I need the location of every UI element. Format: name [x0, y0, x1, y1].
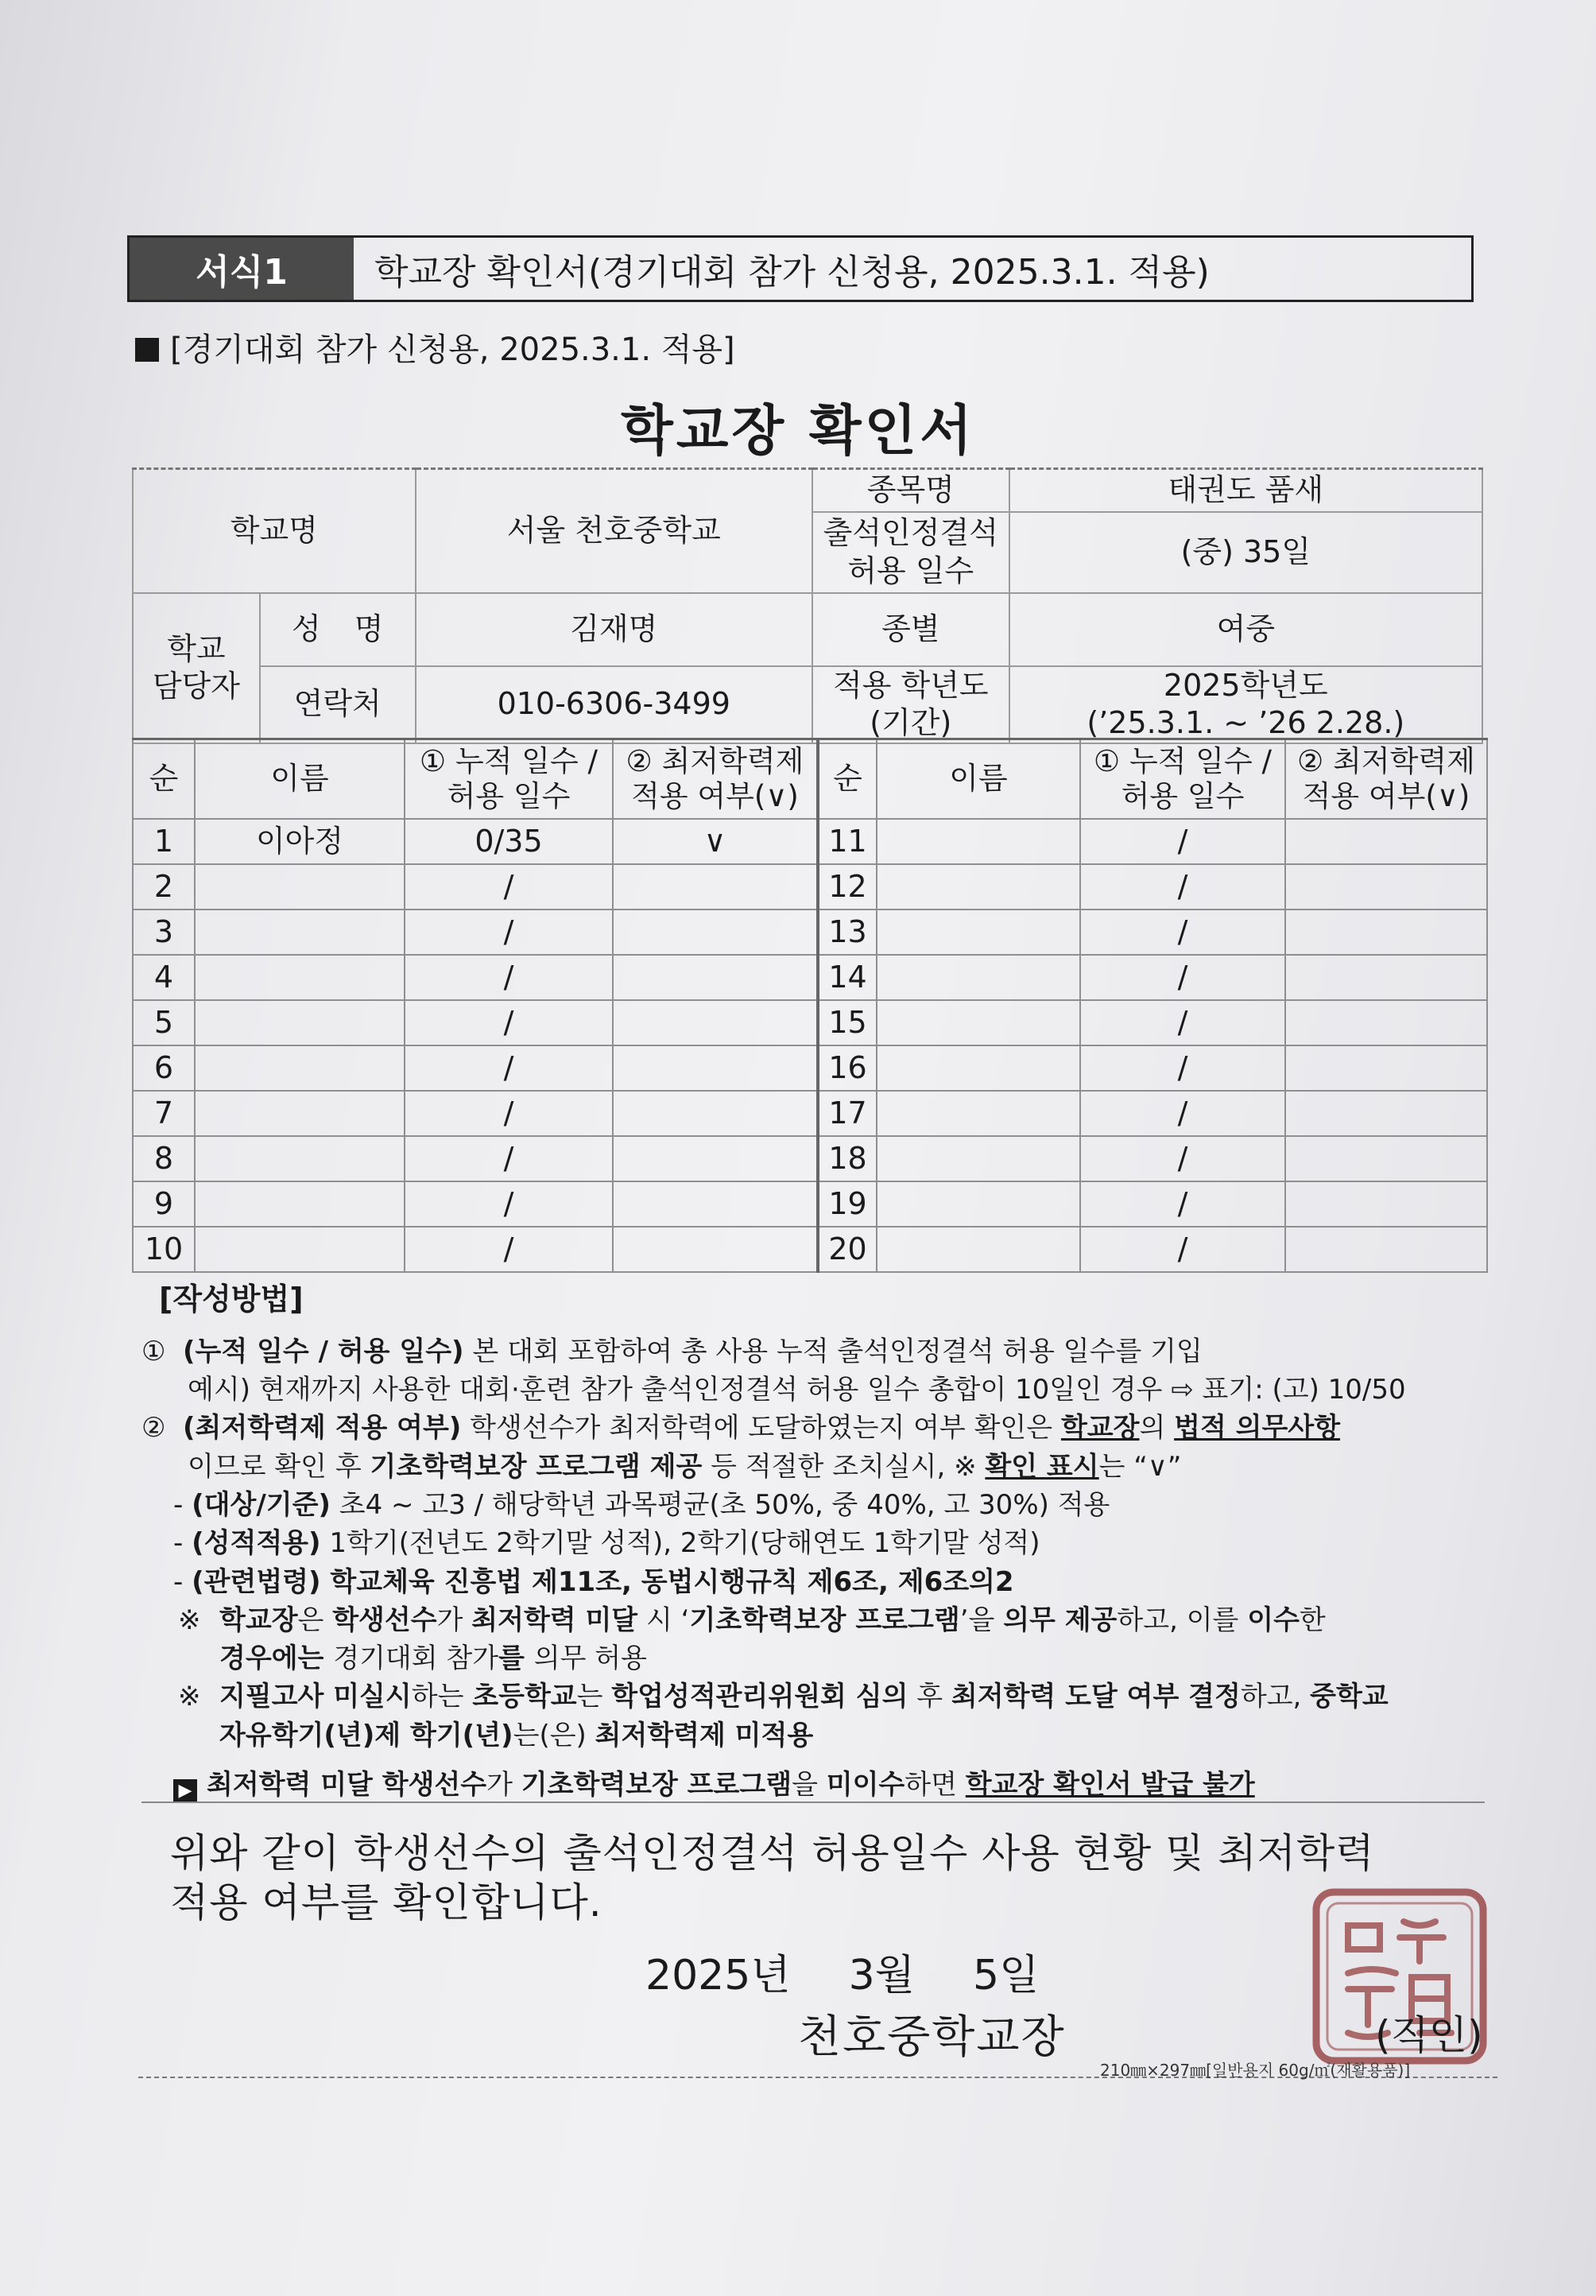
criteria-law: - (관련법령) 학교체육 진흥법 제11조, 동법시행규칙 제6조, 제6조의2 — [173, 1565, 1014, 1598]
min-standard-check — [1285, 1136, 1487, 1181]
min-standard-check — [613, 1045, 818, 1091]
student-name — [877, 1000, 1080, 1045]
absence-days: / — [1080, 909, 1285, 955]
absence-days: / — [1080, 1136, 1285, 1181]
subheader-text: [경기대회 참가 신청용, 2025.3.1. 적용] — [170, 332, 735, 368]
student-name — [195, 1136, 405, 1181]
row-number: 16 — [818, 1045, 877, 1091]
absence-days: / — [405, 1091, 613, 1136]
note-2-cont: 자유학기(년)제 학기(년)는(은) 최저학력제 미적용 — [219, 1719, 814, 1751]
row-number: 20 — [818, 1227, 877, 1272]
instruction-2-cont: 이므로 확인 후 기초학력보장 프로그램 제공 등 적절한 조치실시, ※ 확인 표시는 “∨” — [188, 1450, 1182, 1483]
student-name — [877, 1227, 1080, 1272]
min-standard-check — [1285, 1000, 1487, 1045]
paper-spec: 210㎜×297㎜[일반용지 60g/㎡(재활용품)] — [1100, 2061, 1411, 2080]
arrow-box-icon: ▶ — [173, 1779, 197, 1803]
document-title: 학교장 확인서 — [621, 400, 975, 463]
note-1: ※ 학교장은 학생선수가 최저학력 미달 시 ‘기초학력보장 프로그램’을 의무 제공하고, 이를 이수한 — [178, 1604, 1326, 1636]
confirmation-text: 위와 같이 학생선수의 출석인정결석 허용일수 사용 현황 및 최저학력 적용 여부를 확인합니다. — [170, 1830, 1375, 1926]
absence-days: / — [1080, 1045, 1285, 1091]
absence-days: / — [405, 864, 613, 909]
student-name — [877, 1181, 1080, 1227]
student-name — [877, 1136, 1080, 1181]
min-standard-check — [613, 955, 818, 1000]
criteria-grades: - (성적적용) 1학기(전년도 2학기말 성적), 2학기(당해연도 1학기말 성적) — [173, 1527, 1040, 1560]
row-number: 11 — [818, 819, 877, 864]
student-name — [195, 864, 405, 909]
absence-days: / — [1080, 1091, 1285, 1136]
absence-days: / — [405, 1000, 613, 1045]
row-number: 14 — [818, 955, 877, 1000]
min-standard-check — [1285, 1227, 1487, 1272]
col-header-min-standard: ② 최저학력제 적용 여부(∨) — [1285, 739, 1487, 820]
instruction-1: ① (누적 일수 / 허용 일수) 본 대회 포함하여 총 사용 누적 출석인정결석 허용 일수를 기입 — [141, 1335, 1203, 1367]
row-number: 7 — [133, 1091, 195, 1136]
student-name — [877, 819, 1080, 864]
absence-days: / — [1080, 1227, 1285, 1272]
row-number: 13 — [818, 909, 877, 955]
absence-days: / — [405, 1045, 613, 1091]
absence-days-label: 출석인정결석 허용 일수 — [812, 512, 1009, 593]
form-header — [127, 235, 1474, 302]
square-bullet-icon — [135, 338, 159, 362]
category-value: 여중 — [1009, 593, 1482, 666]
instructions-heading: [작성방법] — [159, 1282, 304, 1317]
student-name — [195, 1045, 405, 1091]
student-name — [195, 1000, 405, 1045]
absence-days: / — [405, 1227, 613, 1272]
student-name — [877, 909, 1080, 955]
table-row — [133, 1045, 1487, 1091]
absence-days: 0/35 — [405, 819, 613, 864]
min-standard-check — [613, 864, 818, 909]
row-number: 10 — [133, 1227, 195, 1272]
col-header-days: ① 누적 일수 / 허용 일수 — [405, 739, 613, 820]
absence-days: / — [405, 955, 613, 1000]
phone-label: 연락처 — [260, 666, 416, 743]
name-label: 성 명 — [260, 593, 416, 666]
col-header-no: 순 — [133, 739, 195, 820]
student-table — [132, 738, 1488, 1273]
absence-days: / — [405, 909, 613, 955]
instruction-1-example: 예시) 현재까지 사용한 대회·훈련 참가 출석인정결석 허용 일수 총합이 10일인 경우 ⇨ 표기: (고) 10/50 — [188, 1374, 1406, 1406]
table-row — [133, 955, 1487, 1000]
divider — [141, 1802, 1485, 1803]
form-header-title: 학교장 확인서(경기대회 참가 신청용, 2025.3.1. 적용) — [374, 252, 1210, 293]
min-standard-check — [1285, 819, 1487, 864]
student-name: 이아정 — [195, 819, 405, 864]
row-number: 2 — [133, 864, 195, 909]
min-standard-check — [613, 1181, 818, 1227]
row-number: 19 — [818, 1181, 877, 1227]
table-row — [133, 1136, 1487, 1181]
min-standard-check — [613, 1000, 818, 1045]
row-number: 15 — [818, 1000, 877, 1045]
absence-days-value: (중) 35일 — [1009, 512, 1482, 593]
min-standard-check — [1285, 1091, 1487, 1136]
student-name — [195, 1181, 405, 1227]
table-row — [133, 819, 1487, 864]
absence-days: / — [1080, 955, 1285, 1000]
min-standard-check — [1285, 864, 1487, 909]
student-name — [877, 864, 1080, 909]
min-standard-check — [613, 1091, 818, 1136]
row-number: 5 — [133, 1000, 195, 1045]
min-standard-check: ∨ — [613, 819, 818, 864]
subheader — [135, 324, 735, 370]
min-standard-check — [613, 1136, 818, 1181]
absence-days: / — [1080, 864, 1285, 909]
category-label: 종별 — [812, 593, 1009, 666]
contact-person-label: 학교 담당자 — [133, 593, 260, 743]
absence-days: / — [1080, 819, 1285, 864]
note-2: ※ 지필고사 미실시하는 초등학교는 학업성적관리위원회 심의 후 최저학력 도달 여부 결정하고, 중학교 — [178, 1681, 1389, 1713]
student-name — [195, 909, 405, 955]
warning-line: ▶ 최저학력 미달 학생선수가 기초학력보장 프로그램을 미이수하면 학교장 확인서 발급 불가 — [141, 1766, 1493, 1804]
period-value: 2025학년도 (’25.3.1. ~ ’26 2.28.) — [1009, 666, 1482, 743]
event-label: 종목명 — [812, 469, 1009, 512]
event-value: 태권도 품새 — [1009, 469, 1482, 512]
row-number: 18 — [818, 1136, 877, 1181]
min-standard-check — [1285, 909, 1487, 955]
min-standard-check — [1285, 1181, 1487, 1227]
col-header-days: ① 누적 일수 / 허용 일수 — [1080, 739, 1285, 820]
col-header-min-standard: ② 최저학력제 적용 여부(∨) — [613, 739, 818, 820]
min-standard-check — [1285, 1045, 1487, 1091]
info-table — [132, 467, 1483, 744]
school-name-label: 학교명 — [133, 469, 416, 593]
student-name — [877, 1045, 1080, 1091]
student-name — [195, 955, 405, 1000]
min-standard-check — [1285, 955, 1487, 1000]
table-row — [133, 864, 1487, 909]
table-row — [133, 1000, 1487, 1045]
row-number: 1 — [133, 819, 195, 864]
instruction-2: ② (최저학력제 적용 여부) 학생선수가 최저학력에 도달하였는지 여부 확인은 학교장의 법적 의무사항 — [141, 1412, 1341, 1445]
form-number-tag: 서식1 — [130, 238, 354, 300]
absence-days: / — [405, 1136, 613, 1181]
table-row — [133, 1091, 1487, 1136]
period-label: 적용 학년도 (기간) — [812, 666, 1009, 743]
instructions — [141, 1278, 1493, 1804]
issue-date: 2025년 3월 5일 — [645, 1952, 1040, 1999]
row-number: 8 — [133, 1136, 195, 1181]
row-number: 6 — [133, 1045, 195, 1091]
row-number: 3 — [133, 909, 195, 955]
seal-label: (직인) — [1375, 2012, 1483, 2058]
criteria-target: - (대상/기준) 초4 ~ 고3 / 해당학년 과목평균(초 50%, 중 40%, 고 30%) 적용 — [173, 1489, 1110, 1522]
row-number: 12 — [818, 864, 877, 909]
row-number: 17 — [818, 1091, 877, 1136]
principal-title: 천호중학교장 — [798, 2011, 1066, 2063]
table-row — [133, 909, 1487, 955]
phone-value: 010-6306-3499 — [416, 666, 812, 743]
min-standard-check — [613, 909, 818, 955]
student-name — [195, 1091, 405, 1136]
min-standard-check — [613, 1227, 818, 1272]
col-header-name: 이름 — [195, 739, 405, 820]
col-header-name: 이름 — [877, 739, 1080, 820]
absence-days: / — [405, 1181, 613, 1227]
student-name — [195, 1227, 405, 1272]
name-value: 김재명 — [416, 593, 812, 666]
row-number: 4 — [133, 955, 195, 1000]
table-row — [133, 1181, 1487, 1227]
school-name-value: 서울 천호중학교 — [416, 469, 812, 593]
absence-days: / — [1080, 1181, 1285, 1227]
absence-days: / — [1080, 1000, 1285, 1045]
row-number: 9 — [133, 1181, 195, 1227]
student-name — [877, 955, 1080, 1000]
table-row — [133, 1227, 1487, 1272]
student-name — [877, 1091, 1080, 1136]
note-1-cont: 경우에는 경기대회 참가를 의무 허용 — [219, 1642, 647, 1675]
col-header-no: 순 — [818, 739, 877, 820]
